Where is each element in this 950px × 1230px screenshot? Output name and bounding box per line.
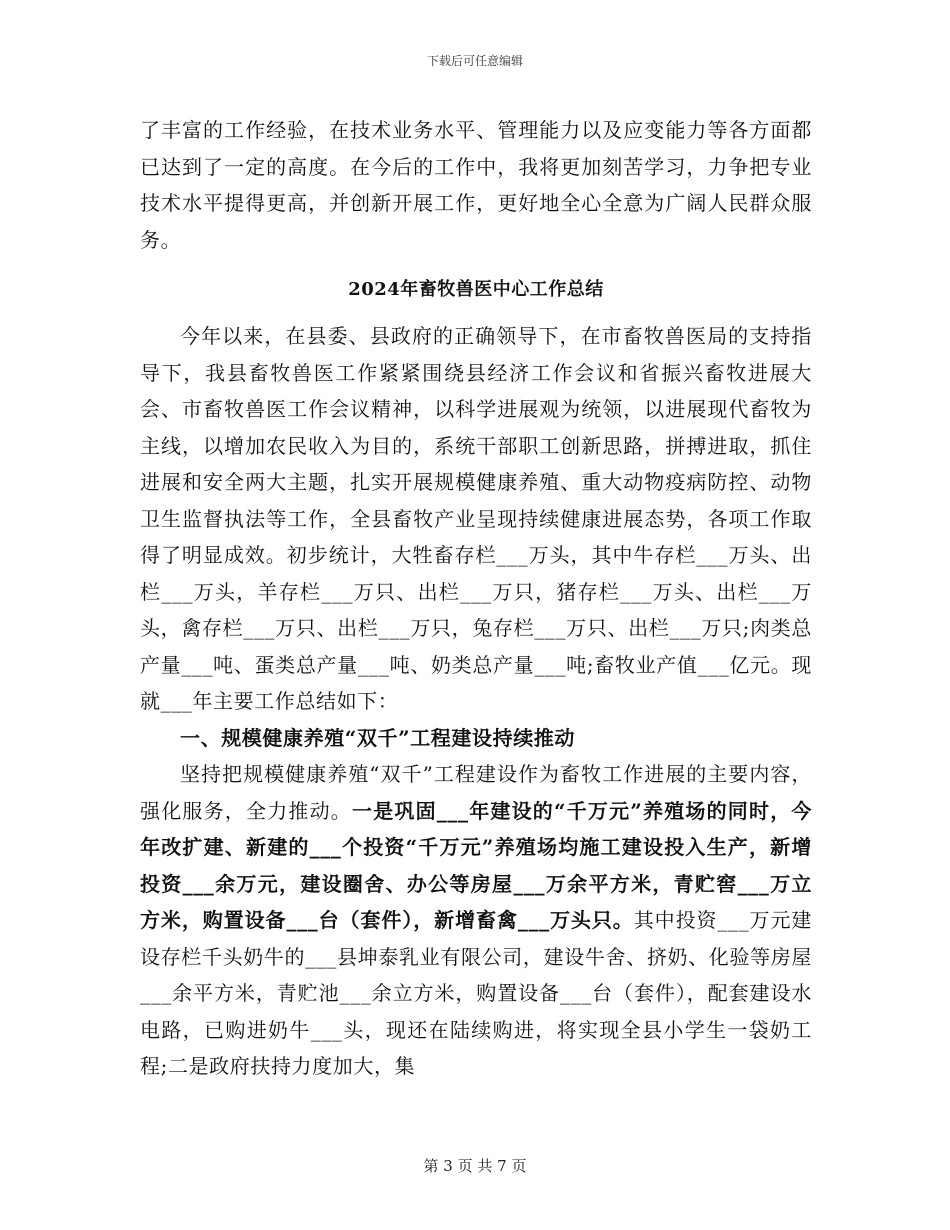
page-header: 下载后可任意编辑 [426, 54, 523, 68]
document-title: 2024年畜牧兽医中心工作总结 [348, 279, 604, 300]
document-body [140, 112, 812, 1085]
section-1-bold-text: 一是巩固___年建设的“千万元”养殖场的同时，今年改扩建、新建的___个投资“千万元”养殖场均施工建设投入生产，新增投资___余万元，建设圈舍、办公等房屋___万余平方米，青贮窖___万立方米，购置设备___台（套件），新增畜禽___万头只。 [140, 798, 812, 932]
section-heading-1: 一、规模健康养殖“双千”工程建设持续推动 [180, 725, 576, 750]
intro-paragraph: 了丰富的工作经验，在技术业务水平、管理能力以及应变能力等各方面都已达到了一定的高度。在今后的工作中，我将更加刻苦学习，力争把专业技术水平提得更高，并创新开展工作，更好地全心全意为广阔人民群众服务。 [140, 118, 812, 252]
section-1-rest-text: 其中投资___万元建设存栏千头奶牛的___县坤泰乳业有限公司，建设牛舍、挤奶、化验等房屋___余平方米，青贮池___余立方米，购置设备___台（套件），配套建设水电路，已购进奶牛___头，现还在陆续购进，将实现全县小学生一袋奶工程;二是政府扶持力度加大，集 [140, 908, 813, 1078]
section-1-intro-text: 坚持把规模健康养殖“双千”工程建设作为畜牧工作进展的主要内容，强化服务，全力推动。 [140, 762, 812, 823]
section-1-paragraph [140, 756, 812, 1085]
summary-paragraph: 今年以来，在县委、县政府的正确领导下，在市畜牧兽医局的支持指导下，我县畜牧兽医工作紧紧围绕县经济工作会议和省振兴畜牧进展大会、市畜牧兽医工作会议精神，以科学进展观为统领，以进展现代畜牧为主线，以增加农民收入为目的，系统干部职工创新思路，拼搏进取，抓住进展和安全两大主题，扎实开展规模健康养殖、重大动物疫病防控、动物卫生监督执法等工作，全县畜牧产业呈现持续健康进展态势，各项工作取得了明显成效。初步统计，大牲畜存栏___万头，其中牛存栏___万头、出栏___万头，羊存栏___万只、出栏___万只，猪存栏___万头、出栏___万头，禽存栏___万只、出栏___万只，兔存栏___万只、出栏___万只;肉类总产量___吨、蛋类总产量___吨、奶类总产量___吨;畜牧业产值___亿元。现就___年主要工作总结如下： [140, 324, 812, 713]
page-footer: 第 3 页 共 7 页 [423, 1157, 527, 1175]
